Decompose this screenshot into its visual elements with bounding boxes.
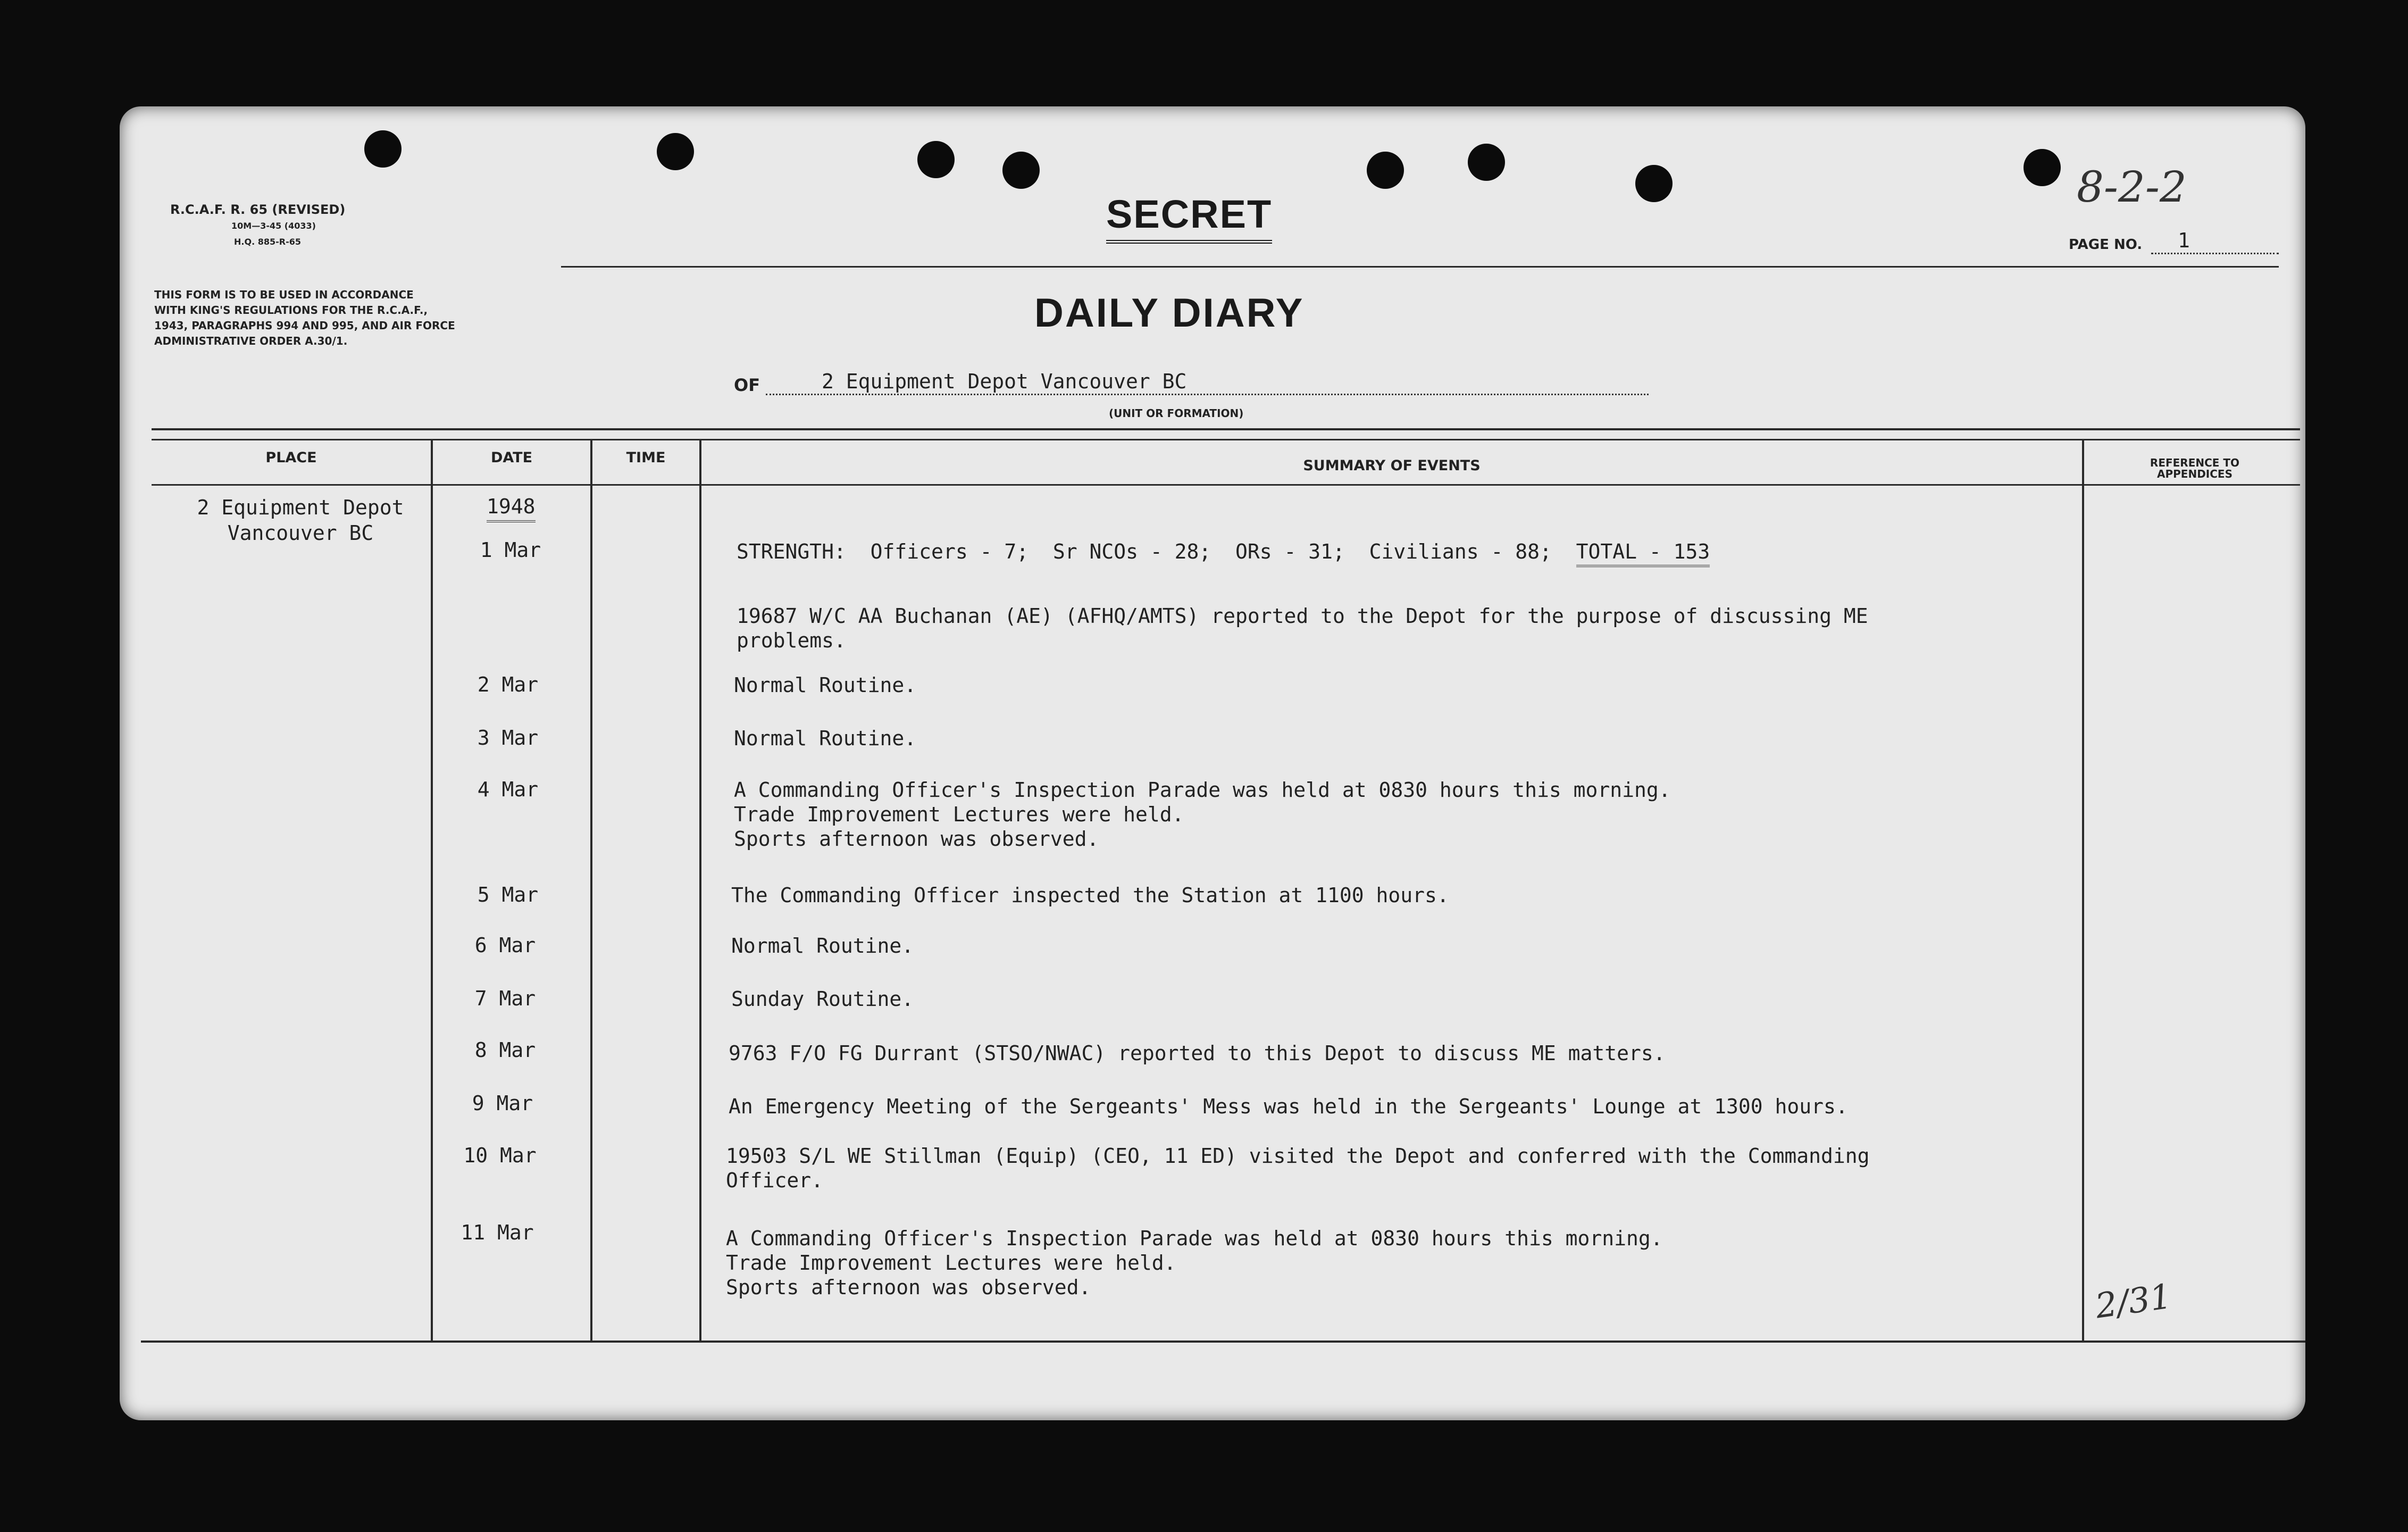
entry-date: 8 Mar [474, 1038, 536, 1062]
form-code: 10M—3-45 (4033) [231, 221, 316, 231]
form-number: R.C.A.F. R. 65 (REVISED) [170, 202, 346, 217]
place-entry [173, 495, 428, 546]
column-header-place: PLACE [265, 449, 317, 466]
header-rule [561, 266, 2279, 268]
entry-date: 10 Mar [463, 1144, 537, 1167]
entry-text: 9763 F/O FG Durrant (STSO/NWAC) reported to this Depot to discuss ME matters. [729, 1042, 1666, 1065]
column-header-rule [152, 484, 2300, 486]
column-divider [590, 439, 592, 1342]
punch-hole [1002, 152, 1040, 189]
entry-date: 4 Mar [477, 778, 539, 801]
strength-line [737, 540, 1710, 563]
page-label: PAGE NO. [2069, 237, 2143, 253]
column-divider [699, 439, 701, 1342]
entry-date: 2 Mar [477, 673, 539, 696]
table-bottom-rule [141, 1340, 2305, 1343]
instruction-line: WITH KING'S REGULATIONS FOR THE R.C.A.F., [154, 304, 428, 317]
unit-caption: (UNIT OR FORMATION) [1109, 407, 1244, 420]
punch-hole [1468, 144, 1505, 181]
classification-stamp: SECRET [1106, 192, 1272, 244]
punch-hole [364, 130, 402, 168]
unit-line [766, 394, 1649, 395]
strength-details: Officers - 7; Sr NCOs - 28; ORs - 31; Civilians - 88; [870, 540, 1552, 563]
entry-date: 6 Mar [474, 934, 536, 957]
diary-sheet [120, 106, 2305, 1420]
entry-date: 3 Mar [477, 726, 539, 750]
punch-hole [1635, 165, 1673, 202]
reference-header-line: REFERENCE TO [2150, 456, 2240, 469]
diary-title: DAILY DIARY [1034, 290, 1305, 336]
entry-text: 19687 W/C AA Buchanan (AE) (AFHQ/AMTS) reported to the Depot for the purpose of discussing ME problems. [737, 604, 1868, 652]
entry-text: A Commanding Officer's Inspection Parade was held at 0830 hours this morning. Trade Improvement Lectures were held. Sports afternoon was observed. [726, 1227, 1663, 1299]
punch-hole [657, 133, 694, 170]
column-header-time: TIME [626, 449, 666, 466]
entry-text: Normal Routine. [734, 673, 917, 697]
entry-text: The Commanding Officer inspected the Station at 1100 hours. [731, 884, 1449, 907]
place-line: Vancouver BC [227, 521, 374, 545]
form-code: H.Q. 885-R-65 [234, 237, 301, 247]
column-header-reference [2084, 457, 2305, 480]
strength-total: TOTAL - 153 [1576, 540, 1710, 567]
instruction-line: ADMINISTRATIVE ORDER A.30/1. [154, 335, 348, 347]
entry-text: Normal Routine. [734, 727, 917, 750]
column-header-date: DATE [490, 449, 533, 466]
instruction-line: 1943, PARAGRAPHS 994 AND 995, AND AIR FORCE [154, 319, 455, 332]
handwritten-mark: 2/31 [2093, 1277, 2175, 1327]
column-header-summary: SUMMARY OF EVENTS [1303, 457, 1481, 474]
entry-date: 9 Mar [472, 1092, 533, 1115]
instruction-line: THIS FORM IS TO BE USED IN ACCORDANCE [154, 288, 414, 301]
column-divider [431, 439, 433, 1342]
place-line: 2 Equipment Depot [197, 496, 404, 519]
column-divider [2082, 439, 2084, 1342]
page-number-line [2151, 253, 2279, 254]
punch-hole [2024, 149, 2061, 186]
entry-text: An Emergency Meeting of the Sergeants' Mess was held in the Sergeants' Lounge at 1300 hours. [729, 1095, 1848, 1118]
entry-text: Sunday Routine. [731, 987, 914, 1011]
unit-name: 2 Equipment Depot Vancouver BC [822, 370, 1187, 393]
entry-text: A Commanding Officer's Inspection Parade was held at 0830 hours this morning. Trade Improvement Lectures were held. Sports afternoon was observed. [734, 778, 1671, 851]
form-instructions [154, 287, 455, 349]
reference-header-line: APPENDICES [2157, 468, 2233, 480]
table-top-rule [152, 428, 2300, 430]
entry-date: 5 Mar [477, 883, 539, 906]
entry-text: Normal Routine. [731, 934, 914, 958]
table-top-rule [152, 439, 2300, 440]
handwritten-reference: 8-2-2 [2077, 162, 2187, 212]
diary-year: 1948 [487, 495, 536, 522]
entry-date: 11 Mar [461, 1221, 534, 1244]
entry-date: 1 Mar [480, 538, 541, 562]
entry-date: 7 Mar [474, 987, 536, 1010]
page-number: 1 [2178, 229, 2190, 252]
punch-hole [917, 141, 955, 178]
punch-hole [1367, 152, 1404, 189]
strength-label: STRENGTH: [737, 540, 846, 563]
of-label: OF [734, 375, 760, 395]
entry-text: 19503 S/L WE Stillman (Equip) (CEO, 11 ED) visited the Depot and conferred with the Commanding Officer. [726, 1144, 1870, 1192]
